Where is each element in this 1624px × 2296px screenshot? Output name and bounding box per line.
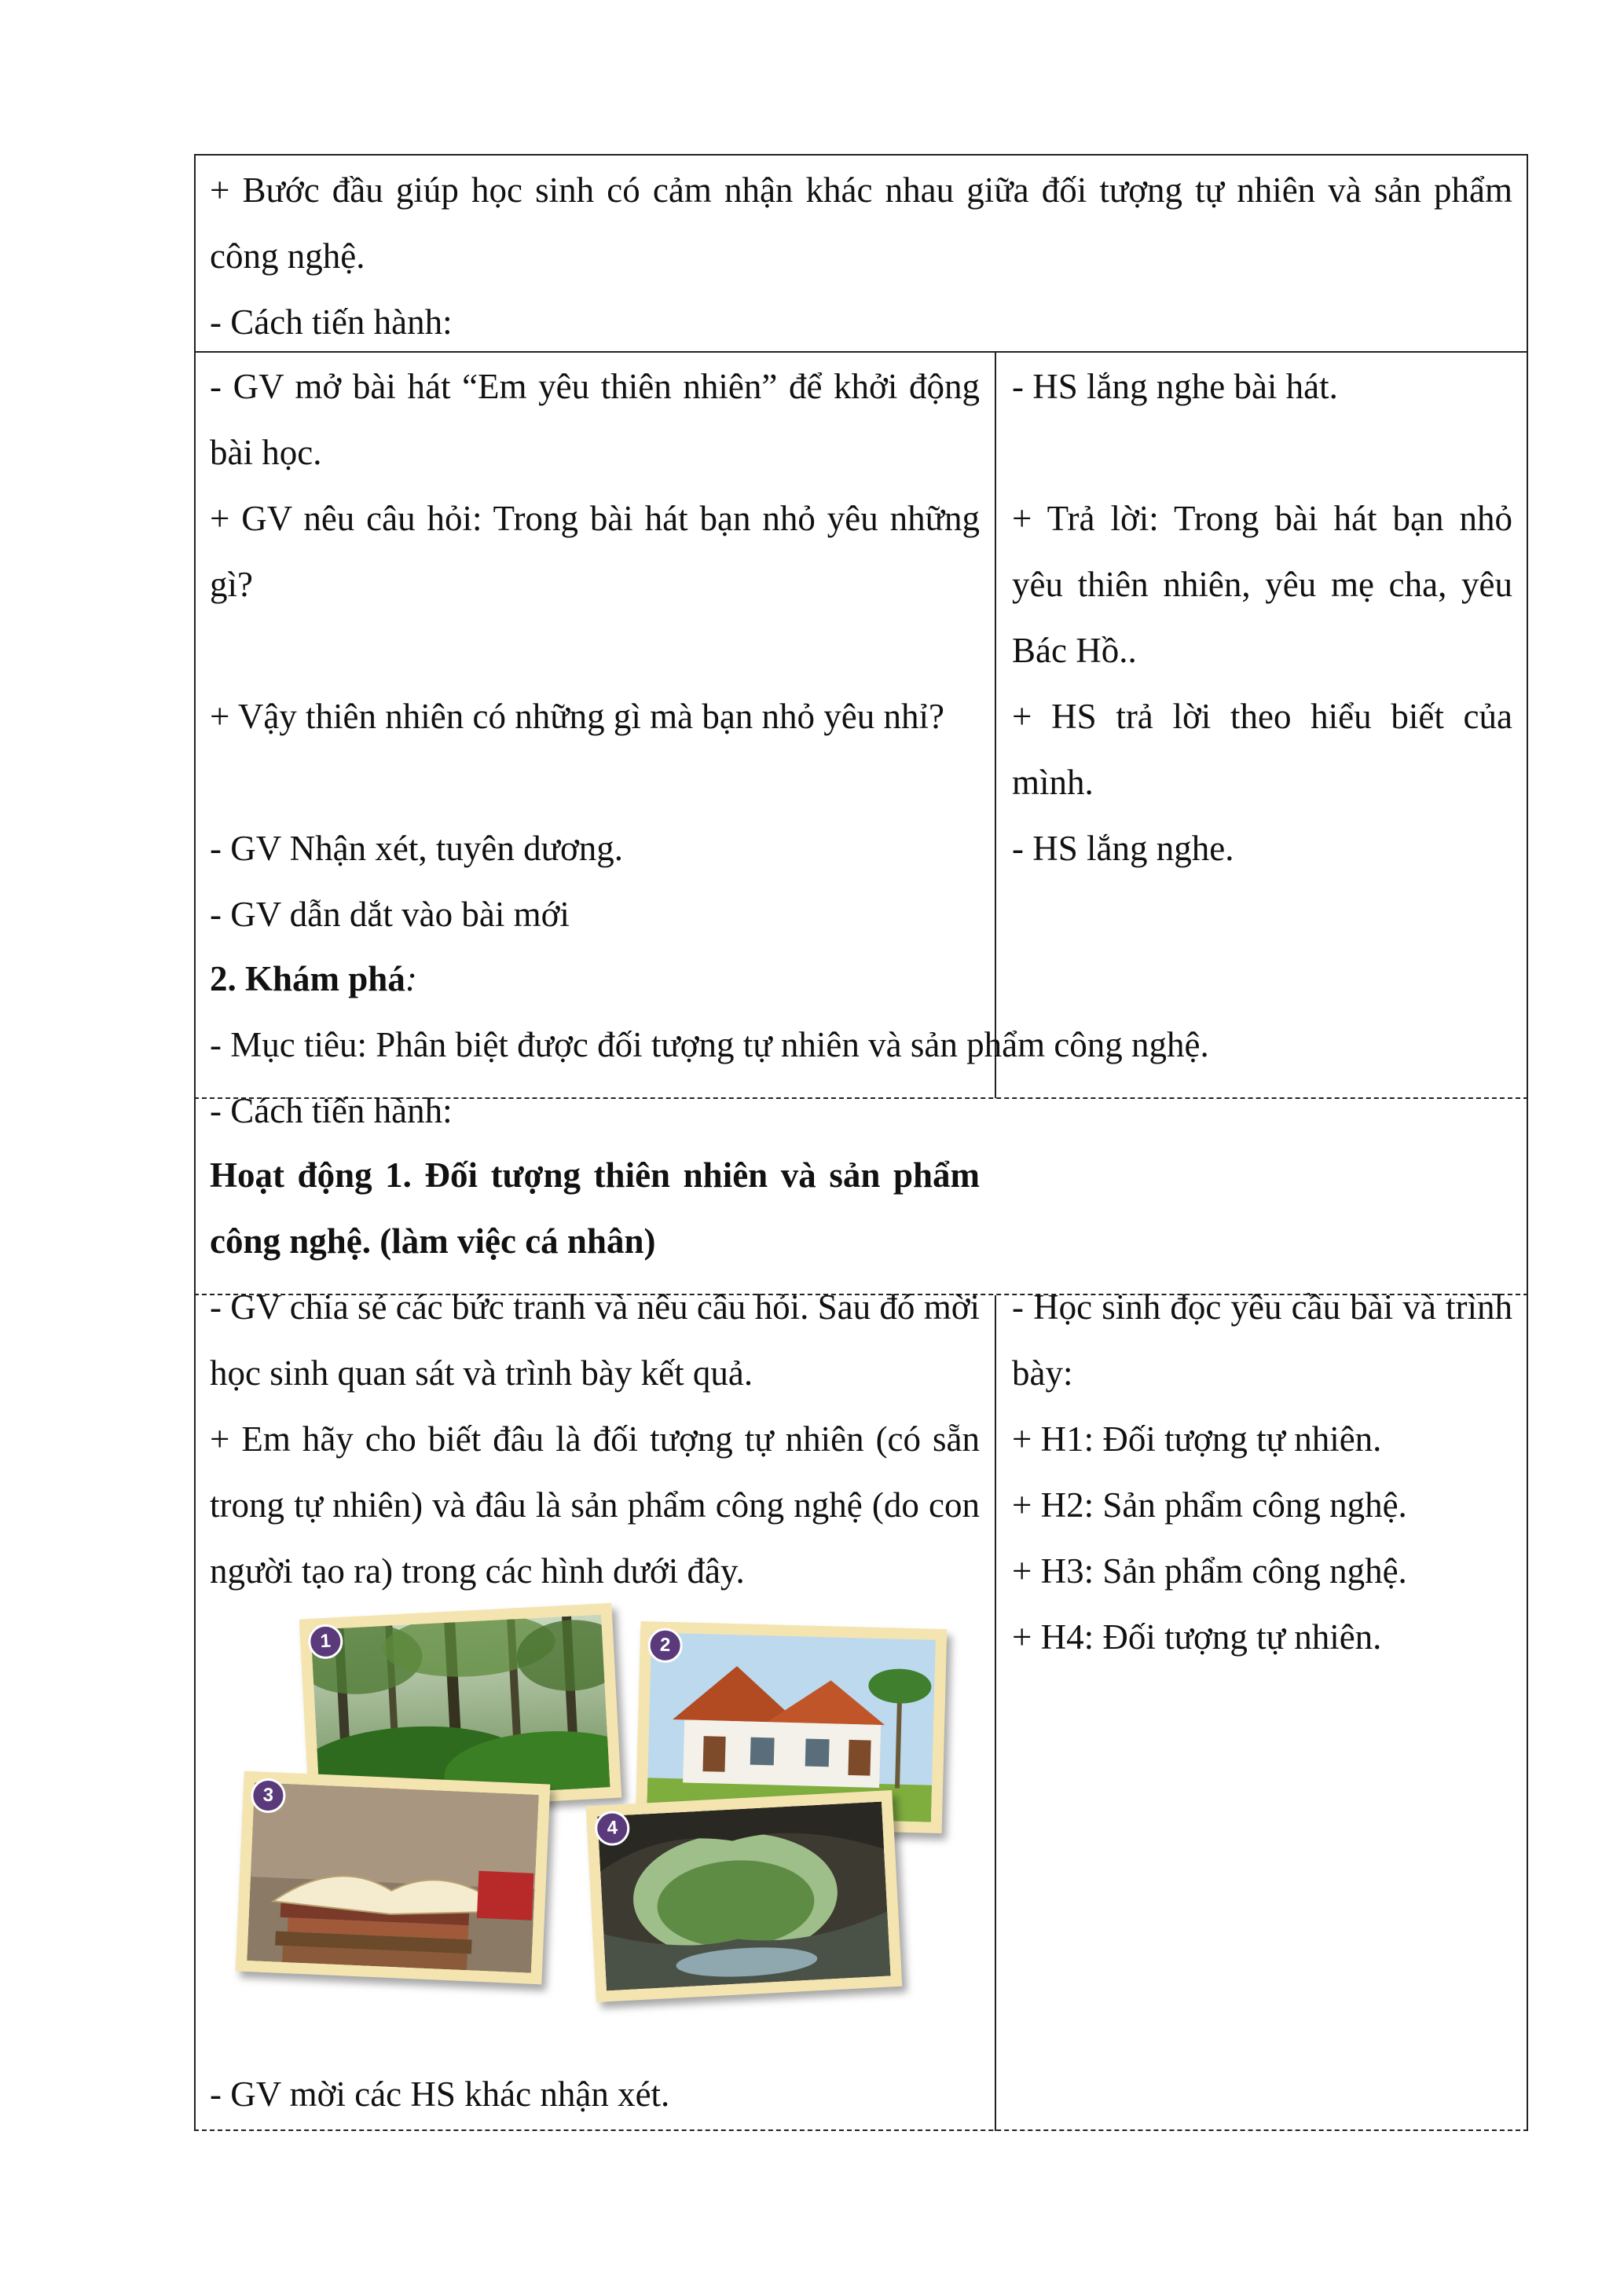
activity-student-4: + H3: Sản phẩm công nghệ.: [1012, 1551, 1407, 1591]
cave-icon: [597, 1802, 890, 1991]
activity-student-5: + H4: Đối tượng tự nhiên.: [1012, 1617, 1382, 1657]
activity-teacher-2: + Em hãy cho biết đâu là đối tượng tự nhiên (có sẵn trong tự nhiên) và đâu là sản phẩm công nghệ (do con người tạo ra) trong các hình dưới đây.: [210, 1419, 980, 1591]
photo-number-badge: 2: [647, 1628, 683, 1663]
row-separator-bottom: [194, 2129, 1528, 2131]
activity-student-2: + H1: Đối tượng tự nhiên.: [1012, 1419, 1382, 1459]
activity-student-3: + H2: Sản phẩm công nghệ.: [1012, 1485, 1407, 1525]
table-border-left: [194, 154, 196, 2131]
method-label: - Cách tiến hành:: [210, 302, 453, 342]
activity-student-1: - Học sinh đọc yêu cầu bài và trình bày:: [1012, 1287, 1512, 1393]
table-border-right: [1527, 154, 1528, 2131]
warmup-student-1: - HS lắng nghe bài hát.: [1012, 367, 1338, 406]
photo-number-badge: 3: [250, 1778, 286, 1814]
lesson-table: [194, 154, 1528, 2131]
table-border-top: [194, 154, 1528, 156]
section-heading-text: 2. Khám phá: [210, 959, 405, 998]
warmup-teacher-4: - GV Nhận xét, tuyên dương.: [210, 829, 624, 868]
section-heading: [210, 946, 1512, 1012]
photo-number-badge: 1: [307, 1624, 343, 1660]
forest-icon: [310, 1614, 610, 1802]
objective-text: + Bước đầu giúp học sinh có cảm nhận khác nhau giữa đối tượng tự nhiên và sản phẩm công nghệ.: [210, 170, 1512, 276]
section-heading-colon: :: [405, 959, 417, 998]
house-icon: [647, 1632, 936, 1822]
warmup-student-4: - HS lắng nghe.: [1012, 829, 1234, 868]
activity-teacher-1: - GV chia sẻ các bức tranh và nêu câu hỏi. Sau đó mời học sinh quan sát và trình bày kết quả.: [210, 1287, 980, 1393]
column-divider-activity: [995, 1295, 996, 2131]
photo-number-badge: 4: [594, 1811, 630, 1847]
cave-photo: [586, 1790, 903, 2002]
explore-objective: - Mục tiêu: Phân biệt được đối tượng tự nhiên và sản phẩm công nghệ.: [210, 1025, 1209, 1064]
warmup-teacher-3: + Vậy thiên nhiên có những gì mà bạn nhỏ yêu nhỉ?: [210, 697, 945, 736]
warmup-student-3: + HS trả lời theo hiểu biết của mình.: [1012, 697, 1512, 802]
explore-method: - Cách tiến hành:: [210, 1091, 453, 1130]
warmup-teacher-5: - GV dẫn dắt vào bài mới: [210, 895, 570, 934]
activity-teacher-3: - GV mời các HS khác nhận xét.: [210, 2074, 670, 2114]
books-icon: [247, 1782, 539, 1973]
house-image: [647, 1632, 936, 1822]
cave-image: [597, 1802, 890, 1991]
forest-image: [310, 1614, 610, 1802]
warmup-student-2: + Trả lời: Trong bài hát bạn nhỏ yêu thiên nhiên, yêu mẹ cha, yêu Bác Hồ..: [1012, 499, 1512, 670]
warmup-teacher-1: - GV mở bài hát “Em yêu thiên nhiên” để khởi động bài học.: [210, 367, 980, 472]
warmup-teacher-2: + GV nêu câu hỏi: Trong bài hát bạn nhỏ yêu những gì?: [210, 499, 980, 604]
books-photo: [236, 1771, 551, 1985]
activity-title: Hoạt động 1. Đối tượng thiên nhiên và sản phẩm công nghệ. (làm việc cá nhân): [210, 1155, 980, 1261]
books-image: [247, 1782, 539, 1973]
